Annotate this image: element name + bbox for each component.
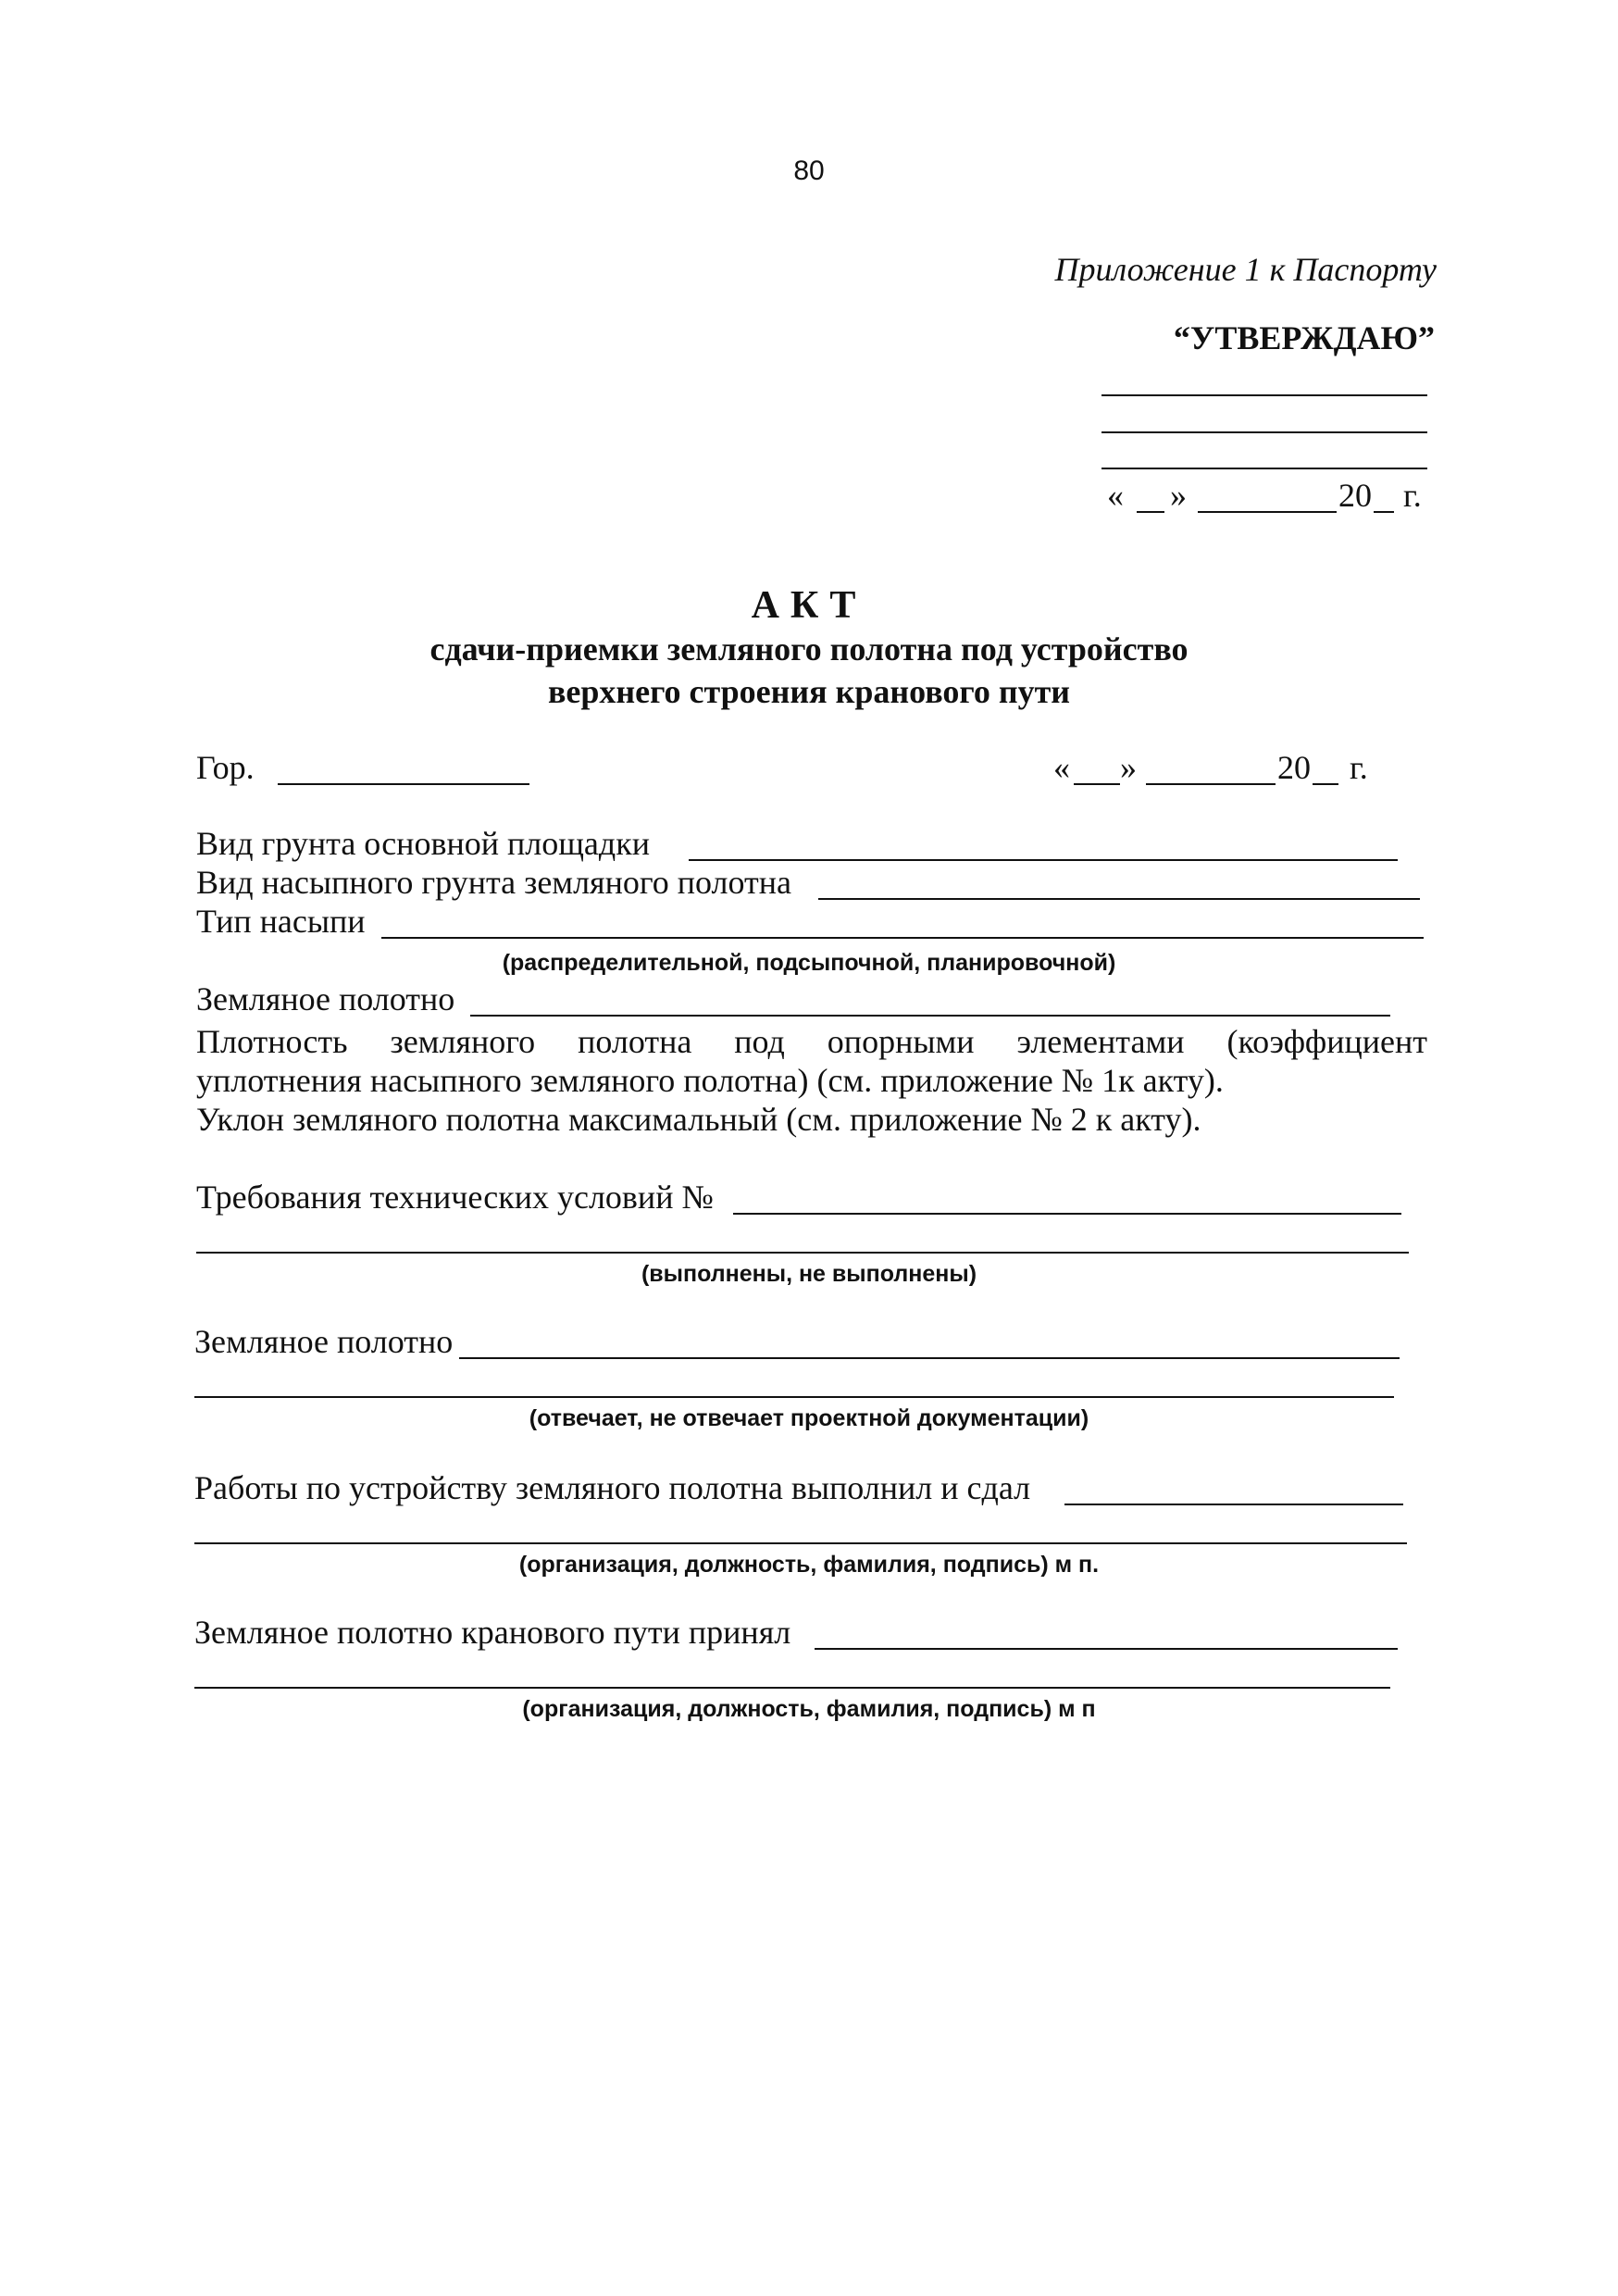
- approval-heading: “УТВЕРЖДАЮ”: [1173, 319, 1435, 356]
- date-close: »: [1120, 749, 1137, 786]
- page-number: 80: [793, 156, 825, 186]
- date-open: «: [1053, 749, 1070, 786]
- slope-text: Уклон земляного полотна максимальный (см. приложение № 2 к акту).: [196, 1101, 1201, 1138]
- approval-month-field[interactable]: [1198, 511, 1337, 513]
- roadbed-field[interactable]: [470, 1015, 1390, 1017]
- soil-base-field[interactable]: [689, 859, 1398, 861]
- accepted-label: Земляное полотно кранового пути принял: [194, 1614, 791, 1651]
- handed-over-field-2[interactable]: [194, 1542, 1407, 1544]
- approval-line-3[interactable]: [1101, 468, 1427, 469]
- date-year-suffix: г.: [1350, 749, 1368, 786]
- act-title: АКТ: [751, 584, 867, 627]
- conformity-field-2[interactable]: [194, 1396, 1394, 1398]
- act-subtitle-1: сдачи-приемки земляного полотна под устройство: [429, 630, 1189, 668]
- requirements-label: Требования технических условий №: [196, 1179, 714, 1216]
- act-subtitle-2: верхнего строения кранового пути: [547, 673, 1071, 710]
- soil-fill-field[interactable]: [818, 898, 1420, 900]
- approval-year: 20: [1338, 477, 1372, 514]
- city-label: Гор.: [196, 749, 255, 786]
- requirements-hint: (выполнены, не выполнены): [641, 1261, 977, 1287]
- city-field[interactable]: [278, 783, 529, 785]
- roadbed-label: Земляное полотно: [196, 980, 455, 1017]
- year-field[interactable]: [1313, 783, 1338, 785]
- conformity-label: Земляное полотно: [194, 1323, 454, 1360]
- soil-fill-label: Вид насыпного грунта земляного полотна: [196, 864, 792, 901]
- handed-over-label: Работы по устройству земляного полотна выполнил и сдал: [194, 1469, 1031, 1506]
- approval-date-close: »: [1170, 477, 1187, 514]
- accepted-hint: (организация, должность, фамилия, подпись) м п: [522, 1696, 1096, 1722]
- approval-line-1[interactable]: [1101, 394, 1427, 396]
- approval-year-suffix: г.: [1403, 477, 1422, 514]
- date-year: 20: [1277, 749, 1311, 786]
- day-field[interactable]: [1074, 783, 1120, 785]
- conformity-hint: (отвечает, не отвечает проектной документации): [529, 1405, 1089, 1431]
- fill-type-hint: (распределительной, подсыпочной, планировочной): [502, 950, 1116, 976]
- fill-type-label: Тип насыпи: [196, 903, 366, 940]
- soil-base-label: Вид грунта основной площадки: [196, 825, 650, 862]
- accepted-field-2[interactable]: [194, 1687, 1390, 1689]
- approval-year-field[interactable]: [1374, 511, 1394, 513]
- conformity-field[interactable]: [459, 1357, 1400, 1359]
- fill-type-field[interactable]: [381, 937, 1424, 939]
- approval-line-2[interactable]: [1101, 431, 1427, 433]
- approval-date-open: «: [1107, 477, 1124, 514]
- accepted-field[interactable]: [815, 1648, 1398, 1650]
- appendix-label: Приложение 1 к Паспорту: [1054, 251, 1437, 288]
- handed-over-field[interactable]: [1064, 1504, 1403, 1505]
- month-field[interactable]: [1146, 783, 1276, 785]
- requirements-field[interactable]: [733, 1213, 1401, 1215]
- approval-day-field[interactable]: [1137, 511, 1164, 513]
- density-line-1: Плотность земляного полотна под опорными элементами (коэффициент: [196, 1023, 1427, 1060]
- density-line-2: уплотнения насыпного земляного полотна) (см. приложение № 1к акту).: [196, 1062, 1224, 1099]
- requirements-field-2[interactable]: [196, 1252, 1409, 1254]
- handed-over-hint: (организация, должность, фамилия, подпись) м п.: [518, 1552, 1100, 1578]
